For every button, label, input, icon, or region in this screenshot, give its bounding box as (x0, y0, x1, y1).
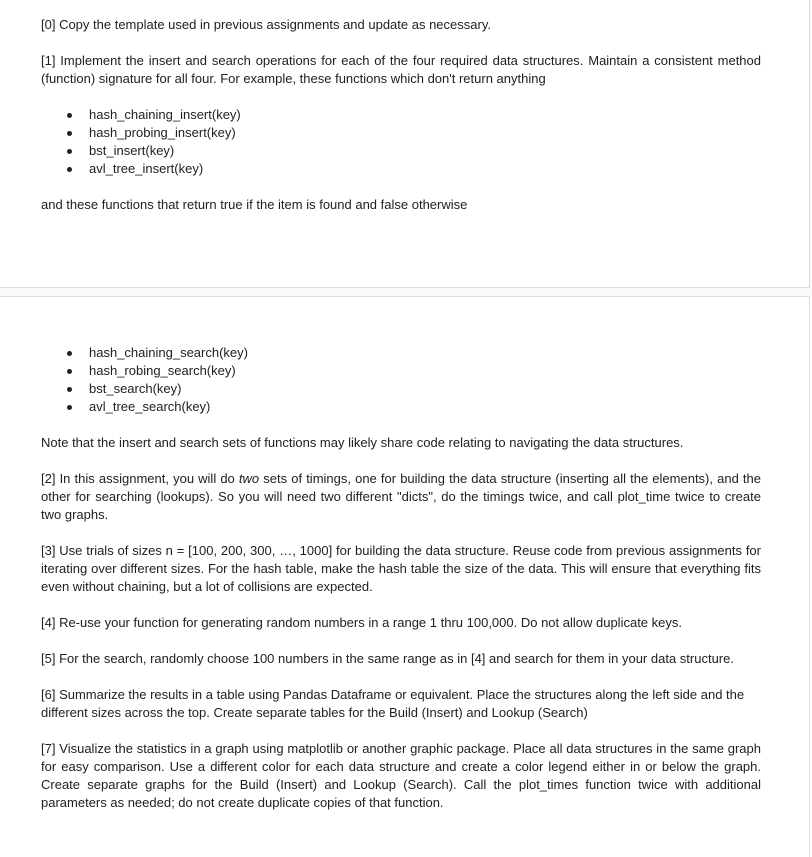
paragraph-1: [1] Implement the insert and search operations for each of the four required data structures. Maintain a consistent method (function) signature for all four. For example, these functions which don't return anything (41, 53, 761, 86)
list-item: hash_robing_search(key) (41, 362, 761, 380)
list-item: hash_chaining_search(key) (41, 344, 761, 362)
paragraph-7: [7] Visualize the statistics in a graph using matplotlib or another graphic package. Place all data structures in the same graph for easy comparison. Use a different color for each data structure and create a color legend either in or below the graph. Create separate graphs for the Build (Insert) and Lookup (Search). Call the plot_times function twice with additional parameters as needed; do not create duplicate copies of that function. (41, 741, 761, 810)
list-item: avl_tree_search(key) (41, 398, 761, 416)
list-item: hash_chaining_insert(key) (41, 106, 761, 124)
paragraph-5: [5] For the search, randomly choose 100 numbers in the same range as in [4] and search for them in your data structure. (41, 651, 734, 666)
list-item: bst_search(key) (41, 380, 761, 398)
insert-function-list (41, 106, 761, 178)
paragraph-4: [4] Re-use your function for generating random numbers in a range 1 thru 100,000. Do not allow duplicate keys. (41, 615, 682, 630)
search-function-list (41, 344, 761, 416)
paragraph-6: [6] Summarize the results in a table using Pandas Dataframe or equivalent. Place the structures along the left side and the different sizes across the top. Create separate tables for the Build (Insert) and Lookup (Search) (41, 687, 745, 720)
paragraph-search-intro: and these functions that return true if the item is found and false otherwise (41, 197, 468, 212)
document-page-1 (0, 0, 810, 288)
list-item: hash_probing_insert(key) (41, 124, 761, 142)
list-item: bst_insert(key) (41, 142, 761, 160)
document-page-2 (0, 296, 810, 857)
page-break (0, 288, 812, 296)
paragraph-note: Note that the insert and search sets of functions may likely share code relating to navigating the data structures. (41, 435, 684, 450)
paragraph-0: [0] Copy the template used in previous assignments and update as necessary. (41, 17, 491, 32)
paragraph-2: [2] In this assignment, you will do two sets of timings, one for building the data structure (inserting all the elements), and the other for searching (lookups). So you will need two different "dicts", do the timings twice, and call plot_time twice to create two graphs. (41, 471, 761, 522)
paragraph-3: [3] Use trials of sizes n = [100, 200, 300, …, 1000] for building the data structure. Reuse code from previous assignments for iterating over different sizes. For the hash table, make the hash table the size of the data. This will ensure that everything fits even without chaining, but a lot of collisions are expected. (41, 543, 761, 594)
list-item: avl_tree_insert(key) (41, 160, 761, 178)
